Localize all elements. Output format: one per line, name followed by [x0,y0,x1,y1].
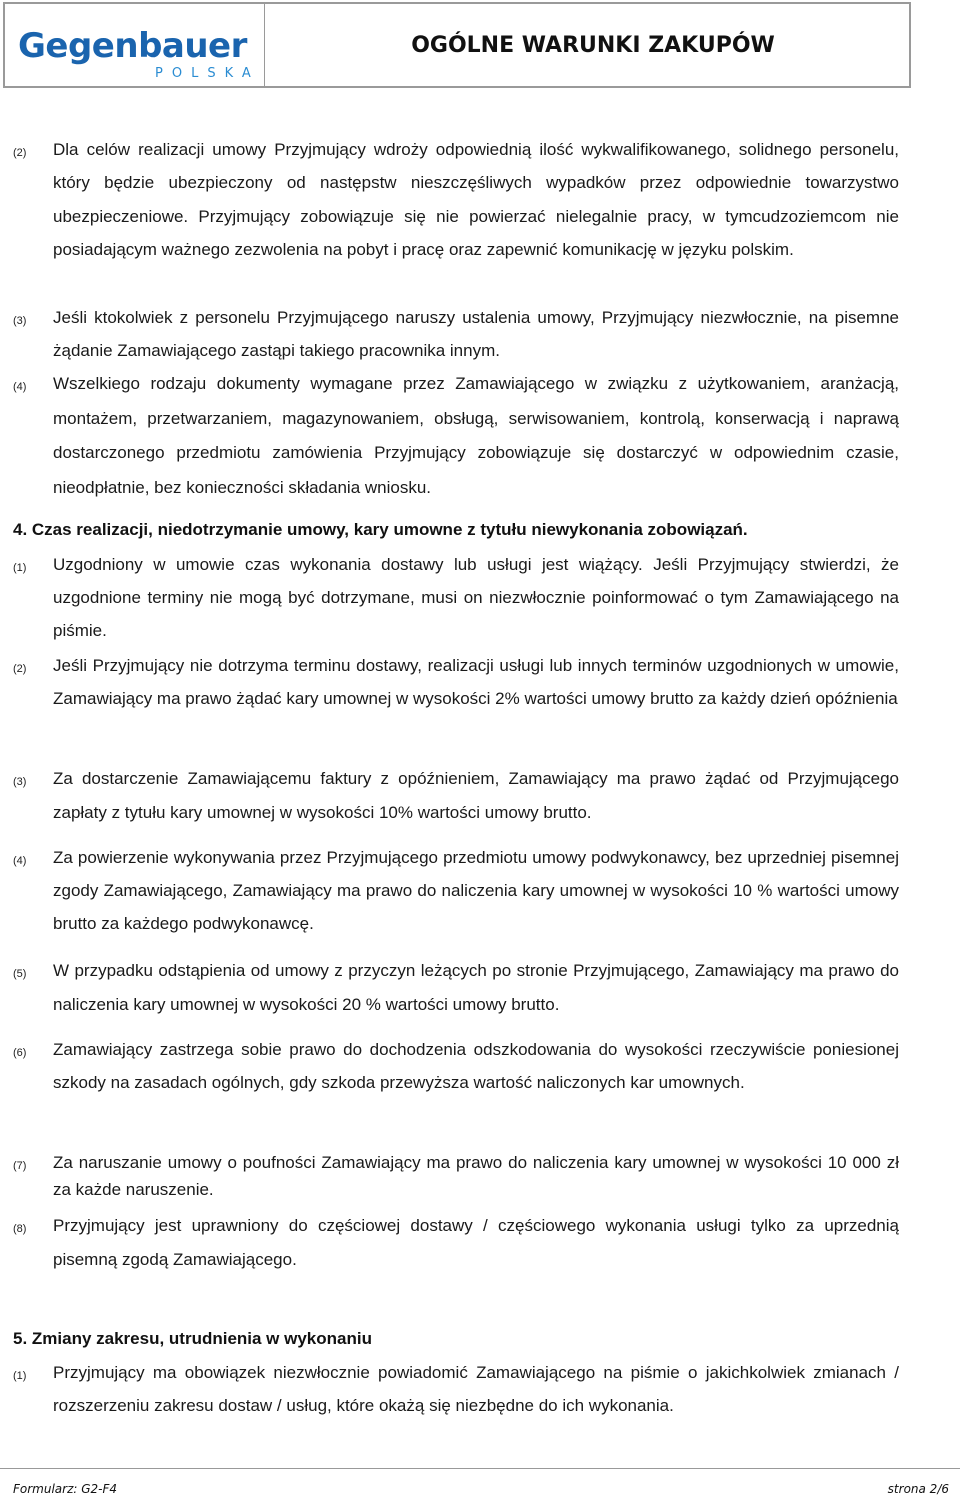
logo [5,4,265,86]
item-text: Dla celów realizacji umowy Przyjmujący wdroży odpowiednią ilość wykwalifikowanego, solidnego personelu, który będzie ubezpieczony od następstw nieszczęśliwych wypadków przez odpowiednie towarzystwo ubezpieczeniowe. Przyjmujący zobowiązuje się nie powierzać nielegalnie pracy, w tymcudzoziemcom nie posiadającym ważnego zezwolenia na pobyt i pracę oraz zapewnić komunikację w języku polskim. [53,140,899,259]
item-number: (4) [13,855,27,867]
item-text: Za naruszanie umowy o poufności Zamawiający ma prawo do naliczenia kary umownej w wysokości 10 000 zł za każde naruszenie. [53,1153,899,1199]
item-text: Za dostarczenie Zamawiającemu faktury z opóźnieniem, Zamawiający ma prawo żądać od Przyjmującego zapłaty z tytułu kary umownej w wysokości 10% wartości umowy brutto. [53,769,899,822]
logo-wordmark: Gegenbauer [18,26,247,66]
item-text: Zamawiający zastrzega sobie prawo do dochodzenia odszkodowania do wysokości rzeczywiście poniesionej szkody na zasadach ogólnych, gdy szkoda przewyższa wartość naliczonych kar umownych. [53,1040,899,1092]
logo-subtitle: POLSKA [155,66,260,81]
item-number: (4) [13,381,27,393]
item-text: Jeśli ktokolwiek z personelu Przyjmującego naruszy ustalenia umowy, Przyjmujący niezwłocznie, na pisemne żądanie Zamawiającego zastąpi takiego pracownika innym. [53,308,899,361]
item-number: (6) [13,1047,27,1059]
item-text: W przypadku odstąpienia od umowy z przyczyn leżących po stronie Przyjmującego, Zamawiający ma prawo do naliczenia kary umownej w wysokości 20 % wartości umowy brutto. [53,961,899,1014]
item-number: (7) [13,1160,27,1172]
item-number: (1) [13,562,27,574]
item-number: (1) [13,1370,27,1382]
page-footer [0,1468,960,1501]
item-number: (8) [13,1223,27,1235]
page-number: strona 2/6 [887,1482,949,1496]
form-code: Formularz: G2-F4 [13,1482,118,1496]
item-number: (2) [13,147,27,159]
item-text: Uzgodniony w umowie czas wykonania dostawy lub usługi jest wiążący. Jeśli Przyjmujący stwierdzi, że uzgodnione terminy nie mogą być dotrzymane, musi on niezwłocznie poinformować o tym Zamawiającego na piśmie. [53,555,899,640]
item-text: Za powierzenie wykonywania przez Przyjmującego przedmiotu umowy podwykonawcy, bez uprzedniej pisemnej zgody Zamawiającego, Zamawiający ma prawo do naliczenia kary umownej w wysokości 10 % wartości umowy brutto za każdego podwykonawcę. [53,848,899,933]
section-heading: 4. Czas realizacji, niedotrzymanie umowy, kary umowne z tytułu niewykonania zobowiązań. [13,520,748,539]
item-number: (2) [13,663,27,675]
document-header [3,2,911,88]
document-title: OGÓLNE WARUNKI ZAKUPÓW [411,32,775,58]
item-number: (5) [13,968,27,980]
item-text: Wszelkiego rodzaju dokumenty wymagane przez Zamawiającego w związku z użytkowaniem, aranżacją, montażem, przetwarzaniem, magazynowaniem, obsługą, serwisowaniem, kontrolą, konserwacją i naprawą dostarczonego przedmiotu zamówienia Przyjmujący zobowiązuje się dostarczyć w odpowiednim czasie, nieodpłatnie, bez konieczności składania wniosku. [53,374,899,497]
item-number: (3) [13,315,27,327]
item-text: Jeśli Przyjmujący nie dotrzyma terminu dostawy, realizacji usługi lub innych terminów uzgodnionych w umowie, Zamawiający ma prawo żądać kary umownej w wysokości 2% wartości umowy brutto za każdy dzień opóźnienia [53,656,899,708]
item-text: Przyjmujący jest uprawniony do częściowej dostawy / częściowego wykonania usługi tylko za uprzednią pisemną zgodą Zamawiającego. [53,1216,899,1269]
section-heading: 5. Zmiany zakresu, utrudnienia w wykonaniu [13,1329,372,1348]
item-number: (3) [13,776,27,788]
item-text: Przyjmujący ma obowiązek niezwłocznie powiadomić Zamawiającego na piśmie o jakichkolwiek zmianach / rozszerzeniu zakresu dostaw / usług, które okażą się niezbędne do ich wykonania. [53,1363,899,1415]
